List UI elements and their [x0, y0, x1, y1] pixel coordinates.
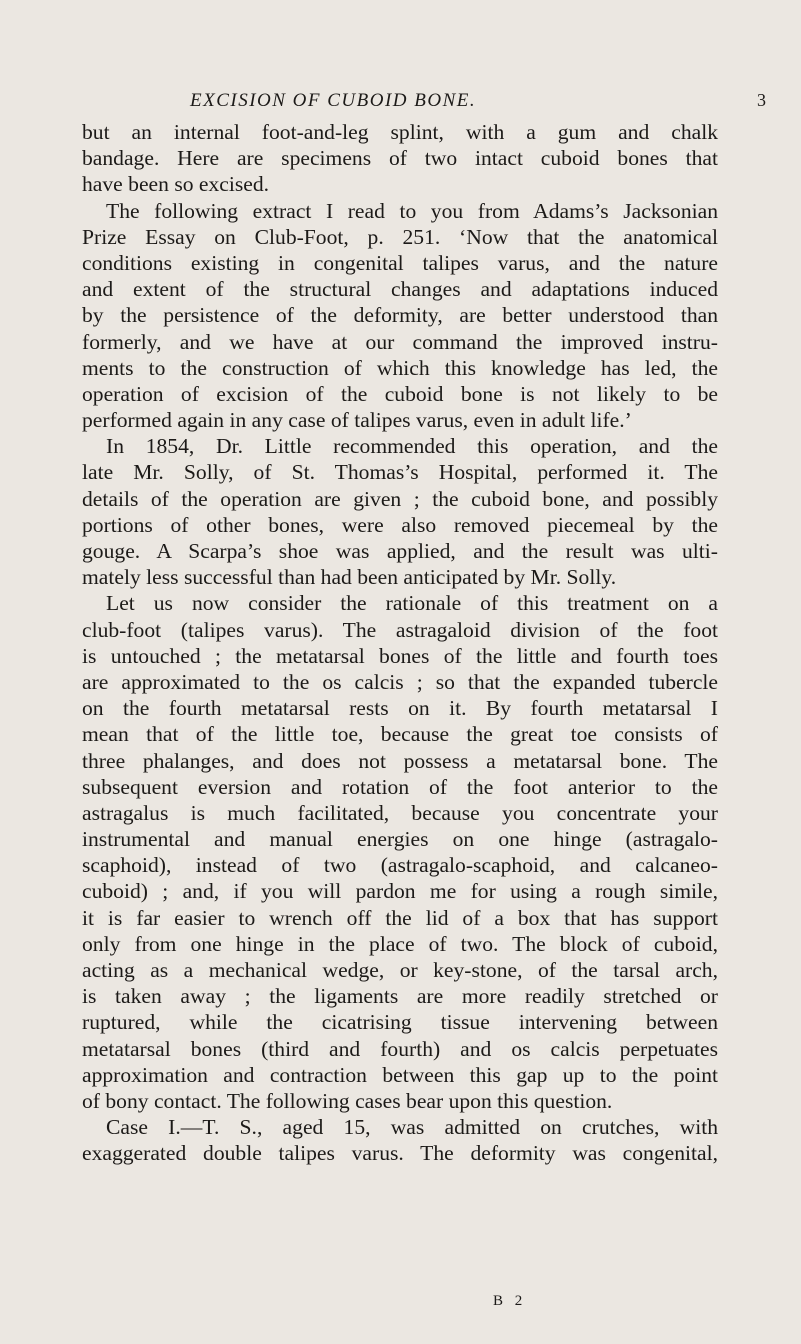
text-line: it is far easier to wrench off the lid of a box that has support: [82, 905, 718, 930]
text-line: In 1854, Dr. Little recommended this operation, and the: [106, 434, 718, 459]
text-line: mean that of the little toe, because the great toe consists of: [82, 722, 718, 747]
text-line: The following extract I read to you from Adams’s Jacksonian: [106, 198, 718, 223]
text-line: portions of other bones, were also removed piecemeal by the: [82, 512, 718, 537]
text-line: on the fourth metatarsal rests on it. By fourth metatarsal I: [82, 696, 718, 721]
text-line: instrumental and manual energies on one hinge (astragalo-: [82, 827, 718, 852]
text-line: Case I.—T. S., aged 15, was admitted on crutches, with: [106, 1115, 718, 1140]
signature-mark: B 2: [493, 1293, 527, 1309]
text-line: is untouched ; the metatarsal bones of the little and fourth toes: [82, 643, 718, 668]
text-line: cuboid) ; and, if you will pardon me for using a rough simile,: [82, 879, 718, 904]
text-line: gouge. A Scarpa’s shoe was applied, and the result was ulti-: [82, 539, 718, 563]
text-line: ruptured, while the cicatrising tissue intervening between: [82, 1010, 718, 1035]
text-line: only from one hinge in the place of two. The block of cuboid,: [82, 931, 718, 956]
text-line: astragalus is much facilitated, because you concentrate your: [82, 800, 718, 825]
text-line: have been so excised.: [82, 172, 270, 197]
text-line: three phalanges, and does not possess a metatarsal bone. The: [82, 748, 718, 773]
text-line: ments to the construction of which this knowledge has led, the: [82, 355, 718, 380]
text-line: are approximated to the os calcis ; so that the expanded tubercle: [82, 669, 718, 694]
body-text: [82, 119, 718, 1167]
text-line: operation of excision of the cuboid bone is not likely to be: [82, 381, 718, 406]
text-line: mately less successful than had been anticipated by Mr. Solly.: [82, 565, 617, 590]
text-line: exaggerated double talipes varus. The deformity was congenital,: [82, 1141, 718, 1166]
text-line: of bony contact. The following cases bear upon this question.: [82, 1088, 613, 1113]
text-line: Let us now consider the rationale of this treatment on a: [106, 591, 718, 616]
text-line: and extent of the structural changes and adaptations induced: [82, 277, 718, 302]
text-line: bandage. Here are specimens of two intact cuboid bones that: [82, 146, 718, 171]
text-line: metatarsal bones (third and fourth) and os calcis perpetuates: [82, 1036, 718, 1061]
text-line: approximation and contraction between this gap up to the point: [82, 1062, 718, 1087]
text-line: acting as a mechanical wedge, or key-stone, of the tarsal arch,: [82, 958, 718, 982]
text-line: club-foot (talipes varus). The astragaloid division of the foot: [82, 617, 718, 642]
text-line: late Mr. Solly, of St. Thomas’s Hospital, performed it. The: [82, 460, 718, 485]
text-line: by the persistence of the deformity, are better understood than: [82, 303, 718, 328]
text-line: performed again in any case of talipes varus, even in adult life.’: [82, 408, 632, 433]
text-line: is taken away ; the ligaments are more readily stretched or: [82, 984, 718, 1009]
text-line: but an internal foot-and-leg splint, with a gum and chalk: [82, 120, 718, 144]
page-number: 3: [757, 90, 766, 110]
text-line: formerly, and we have at our command the improved instru-: [82, 329, 718, 354]
text-line: Prize Essay on Club-Foot, p. 251. ‘Now that the anatomical: [82, 224, 718, 249]
text-line: details of the operation are given ; the cuboid bone, and possibly: [82, 486, 718, 511]
running-head: [0, 90, 801, 114]
running-title: EXCISION OF CUBOID BONE.: [190, 90, 477, 111]
text-line: subsequent eversion and rotation of the foot anterior to the: [82, 774, 718, 799]
text-line: scaphoid), instead of two (astragalo-scaphoid, and calcaneo-: [82, 853, 718, 878]
text-line: conditions existing in congenital talipes varus, and the nature: [82, 250, 718, 275]
